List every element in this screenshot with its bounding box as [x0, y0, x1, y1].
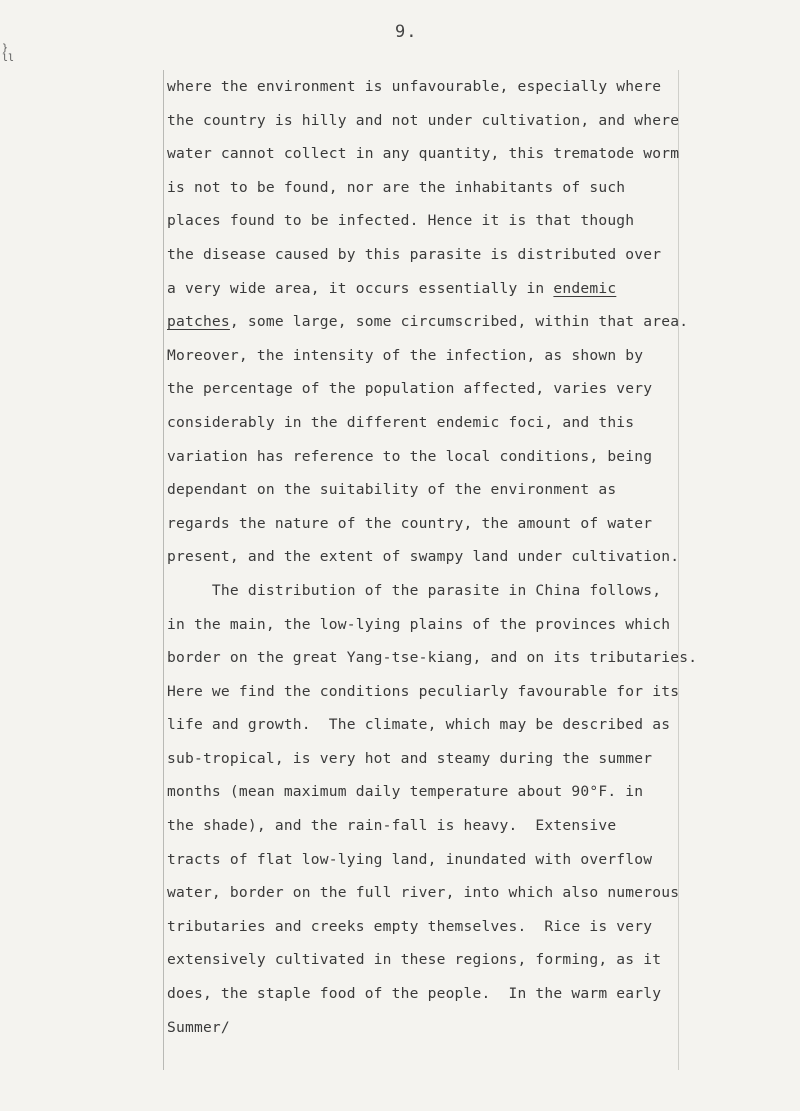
text-line	[167, 272, 687, 306]
line-text: where the environment is unfavourable, especially where	[167, 78, 662, 95]
line-text: tracts of flat low-lying land, inundated with overflow	[167, 850, 653, 868]
line-text: a very wide area, it occurs essentially in	[167, 279, 554, 297]
text-line	[167, 507, 687, 541]
text-line	[167, 876, 687, 910]
text-line	[167, 675, 687, 709]
text-line	[167, 204, 687, 238]
line-text: Summer/	[167, 1018, 230, 1036]
line-text: regards the nature of the country, the amount of water	[167, 514, 653, 532]
line-text: is not to be found, nor are the inhabitants of such	[167, 178, 626, 196]
text-line	[167, 70, 687, 104]
text-line	[167, 574, 687, 608]
text-line	[167, 473, 687, 507]
line-text: present, and the extent of swampy land under cultivation.	[167, 548, 680, 566]
text-line	[167, 608, 687, 642]
line-text: does, the staple food of the people. In the warm early	[167, 985, 662, 1003]
text-line	[167, 238, 687, 272]
text-line	[167, 406, 687, 440]
text-line	[167, 843, 687, 877]
text-line	[167, 775, 687, 809]
text-line	[167, 171, 687, 205]
line-text: extensively cultivated in these regions, forming, as it	[167, 951, 662, 969]
line-text: water cannot collect in any quantity, this trematode worm	[167, 145, 680, 163]
text-line	[167, 708, 687, 742]
line-text: sub-tropical, is very hot and steamy during the summer	[167, 749, 653, 767]
text-line	[167, 305, 687, 339]
text-line	[167, 943, 687, 977]
line-text: life and growth. The climate, which may be described as	[167, 716, 671, 734]
text-line	[167, 104, 687, 138]
underlined-word: patches	[167, 313, 230, 331]
page-number: 9.	[395, 22, 418, 42]
line-text: Moreover, the intensity of the infection, as shown by	[167, 346, 644, 364]
text-line	[167, 742, 687, 776]
edge-marks: } ll	[2, 43, 15, 64]
text-line	[167, 440, 687, 474]
text-line	[167, 910, 687, 944]
text-line	[167, 137, 687, 171]
underlined-word: endemic	[553, 279, 617, 297]
text-line	[167, 641, 698, 675]
line-text: in the main, the low-lying plains of the provinces which	[167, 615, 671, 633]
text-line	[167, 809, 687, 843]
line-text: Here we find the conditions peculiarly favourable for its	[167, 682, 680, 700]
line-text: the country is hilly and not under cultivation, and where	[167, 111, 680, 129]
line-text: , some large, some circumscribed, within that area.	[229, 313, 689, 331]
text-line	[167, 1011, 687, 1045]
line-text: places found to be infected. Hence it is that though	[167, 212, 635, 230]
line-text: border on the great Yang-tse-kiang, and on its tributaries.	[167, 649, 698, 667]
line-text: tributaries and creeks empty themselves. Rice is very	[167, 917, 653, 935]
line-text: considerably in the different endemic foci, and this	[167, 413, 635, 431]
line-text: water, border on the full river, into which also numerous	[167, 884, 680, 902]
body-text	[167, 70, 698, 1044]
line-text: the percentage of the population affected, varies very	[167, 380, 653, 398]
line-text: variation has reference to the local conditions, being	[167, 447, 653, 465]
text-line	[167, 339, 687, 373]
text-line	[167, 540, 687, 574]
line-text: dependant on the suitability of the environment as	[167, 481, 617, 499]
text-line	[167, 372, 687, 406]
line-text: the shade), and the rain-fall is heavy. Extensive	[167, 817, 617, 835]
left-margin-rule	[163, 70, 164, 1070]
line-text: the disease caused by this parasite is distributed over	[167, 245, 662, 263]
text-line	[167, 977, 687, 1011]
line-text: The distribution of the parasite in China follows,	[167, 581, 662, 599]
line-text: months (mean maximum daily temperature about 90°F. in	[167, 783, 644, 801]
